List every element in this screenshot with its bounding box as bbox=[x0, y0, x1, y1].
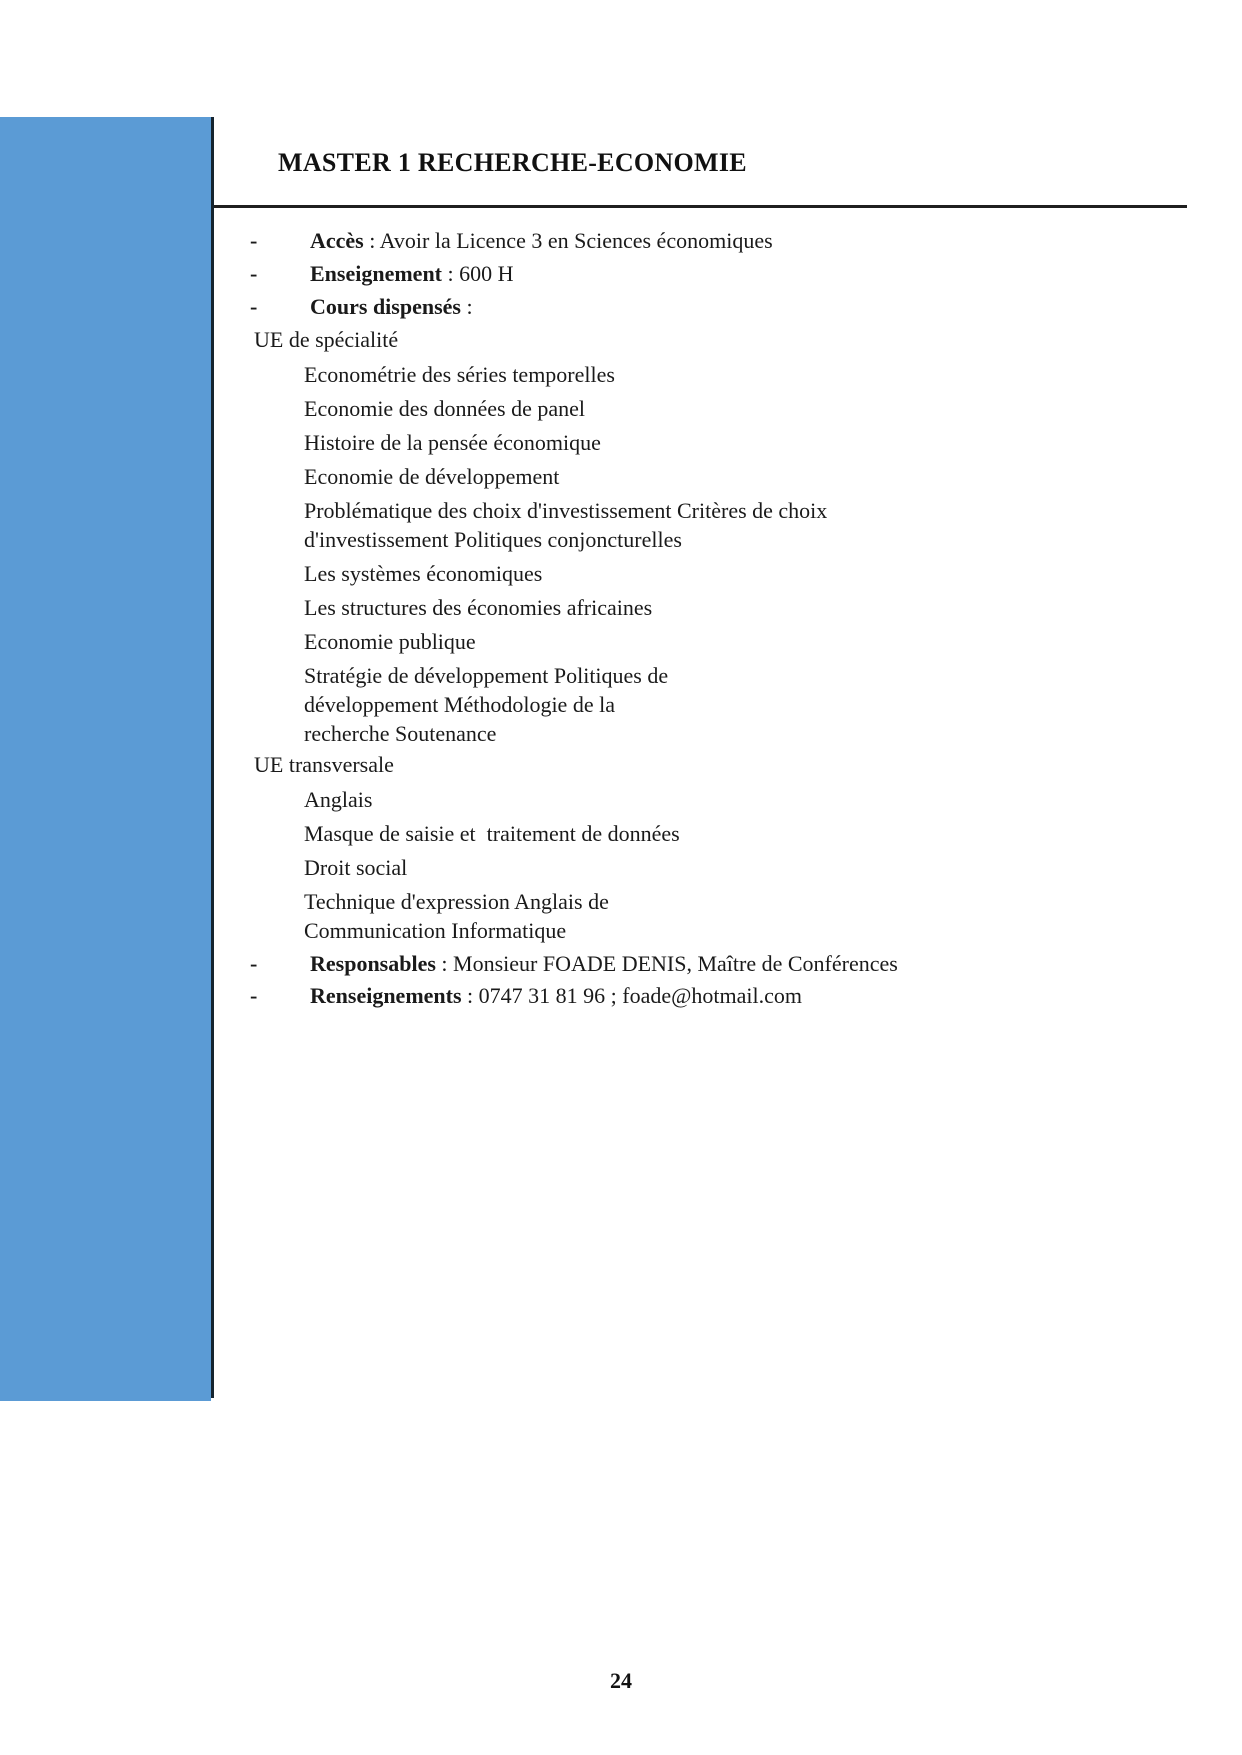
course-line: Communication Informatique bbox=[304, 918, 567, 943]
list-item-acces bbox=[250, 224, 1200, 257]
course-item bbox=[304, 428, 1200, 457]
section-heading-ue-specialite: UE de spécialité bbox=[254, 327, 399, 352]
list-item-responsables bbox=[250, 948, 1200, 980]
course-line: Anglais bbox=[304, 787, 373, 812]
course-item bbox=[304, 462, 1200, 491]
bullet-dash: - bbox=[250, 983, 258, 1008]
course-line: Stratégie de développement Politiques de bbox=[304, 663, 669, 688]
contact-block bbox=[250, 948, 1200, 1012]
bullet-label: Cours dispensés bbox=[310, 294, 461, 319]
page-number: 24 bbox=[610, 1668, 632, 1693]
course-line: Masque de saisie et traitement de données bbox=[304, 821, 680, 846]
list-item-renseignements bbox=[250, 980, 1200, 1012]
bullet-value: : Avoir la Licence 3 en Sciences économiques bbox=[363, 228, 773, 253]
bullet-text bbox=[310, 290, 473, 323]
course-item bbox=[304, 593, 1200, 622]
course-item bbox=[304, 627, 1200, 656]
bullet-text bbox=[310, 224, 773, 257]
course-line: Les structures des économies africaines bbox=[304, 595, 653, 620]
course-item bbox=[304, 394, 1200, 423]
content-column bbox=[250, 224, 1200, 1012]
list-item-enseignement bbox=[250, 257, 1200, 290]
course-item bbox=[304, 496, 1200, 554]
course-item bbox=[304, 819, 1200, 848]
bullet-dash: - bbox=[250, 294, 258, 319]
course-line: Economie publique bbox=[304, 629, 476, 654]
bullet-value: : bbox=[460, 294, 473, 319]
bullet-value: : 0747 31 81 96 ; foade@hotmail.com bbox=[461, 983, 802, 1008]
course-item bbox=[304, 559, 1200, 588]
page-title: MASTER 1 RECHERCHE-ECONOMIE bbox=[278, 148, 747, 177]
course-line: Les systèmes économiques bbox=[304, 561, 543, 586]
bullet-value: : Monsieur FOADE DENIS, Maître de Conférences bbox=[435, 951, 898, 976]
course-line: Histoire de la pensée économique bbox=[304, 430, 601, 455]
course-line: recherche Soutenance bbox=[304, 721, 497, 746]
course-line: Technique d'expression Anglais de bbox=[304, 889, 609, 914]
course-line: Droit social bbox=[304, 855, 408, 880]
course-line: Econométrie des séries temporelles bbox=[304, 362, 615, 387]
bullet-label: Accès bbox=[310, 228, 364, 253]
course-item bbox=[304, 785, 1200, 814]
course-item bbox=[304, 661, 1200, 748]
bullet-dash: - bbox=[250, 951, 258, 976]
course-item bbox=[304, 360, 1200, 389]
section-heading-ue-transversale: UE transversale bbox=[254, 752, 394, 777]
list-item-cours-dispenses bbox=[250, 290, 1200, 323]
course-item bbox=[304, 853, 1200, 882]
course-line: développement Méthodologie de la bbox=[304, 692, 615, 717]
course-line: Economie de développement bbox=[304, 464, 560, 489]
course-line: Economie des données de panel bbox=[304, 396, 586, 421]
bullet-label: Responsables bbox=[310, 951, 436, 976]
course-item bbox=[304, 887, 1200, 945]
left-accent-bar bbox=[0, 117, 211, 1401]
bullet-label: Renseignements bbox=[310, 983, 462, 1008]
bullet-text bbox=[310, 980, 802, 1012]
title-rule bbox=[214, 205, 1187, 208]
bullet-dash: - bbox=[250, 228, 258, 253]
bullet-text bbox=[310, 948, 898, 980]
bullet-dash: - bbox=[250, 261, 258, 286]
course-line: d'investissement Politiques conjoncturelles bbox=[304, 527, 682, 552]
bullet-value: : 600 H bbox=[442, 261, 514, 286]
bullet-label: Enseignement bbox=[310, 261, 442, 286]
course-line: Problématique des choix d'investissement Critères de choix bbox=[304, 498, 828, 523]
bullet-text bbox=[310, 257, 514, 290]
left-accent-bar-edge bbox=[211, 117, 214, 1398]
